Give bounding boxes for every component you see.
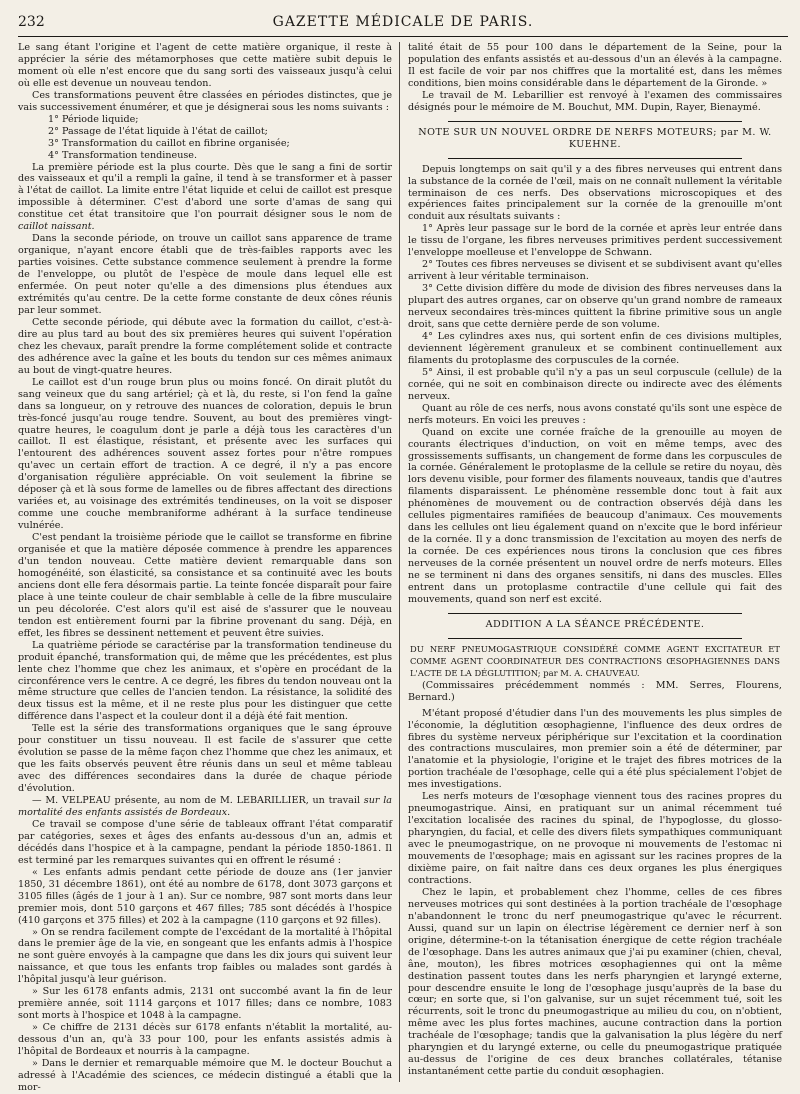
paragraph: Ce travail se compose d'une série de tableaux offrant l'état comparatif par catégories, sexes et âges des enfants au-dessous d'un an, admis et décédés dans l'hospice et à la campagne, pendant la période 1850-1861. Il est terminé par les remarques suivantes qui en offrent le résumé : xyxy=(18,818,392,866)
paragraph: 5° Ainsi, il est probable qu'il n'y a pas un seul corpuscule (cellule) de la cornée, qui ne soit en combinaison directe ou indirecte avec des éléments nerveux. xyxy=(408,366,782,402)
paragraph: Quant au rôle de ces nerfs, nous avons constaté qu'ils sont une espèce de nerfs moteurs. En voici les preuves : xyxy=(408,402,782,426)
paragraph xyxy=(18,162,392,234)
paragraph: talité était de 55 pour 100 dans le département de la Seine, pour la population des enfants assistés et au-dessous d'un an élevés à la campagne. Il est facile de voir par nos chiffres que la mortalité est, dans les mêmes conditions, bien moins considérable dans le département de la Gironde. » xyxy=(408,42,782,89)
paragraph: 1° Après leur passage sur le bord de la cornée et après leur entrée dans le tissu de l'organe, les fibres nerveuses primitives perdent successivement l'enveloppe moelleuse et l'enveloppe de Schwann. xyxy=(408,223,782,259)
paragraph: Depuis longtemps on sait qu'il y a des fibres nerveuses qui entrent dans la substance de la cornée de l'œil, mais on ne connaît nullement la véritable terminaison de ces nerfs. Des observations microscopiques et des expériences faites principalement sur la cornée de la grenouille m'ont conduit aux résultats suivants : xyxy=(408,163,782,223)
paragraph: Cette seconde période, qui débute avec la formation du caillot, c'est-à-dire au plus tard au bout des six premières heures qui suivent l'opération chez les chevaux, paraît prendre la forme complétement solide et contracte des adhérence avec la gaîne et les bouts du tendon sur ces mêmes animaux au bout de vingt-quatre heures. xyxy=(18,316,392,376)
paragraph: Chez le lapin, et probablement chez l'homme, celles de ces fibres nerveuses motrices qui sont destinées à la portion trachéale de l'œsophage n'abandonnent le tronc du nerf pneumogastrique qu'avec le récurrent. Aussi, quand sur un lapin on électrise légèrement ce dernier nerf à son origine, détermine-t-on la tétanisation énergique de cette région trachéale de l'œsophage. Dans les autres animaux que j'ai pu examiner (chien, cheval, âne, mouton), les fibres motrices œsophagiennes qui ont la même destination passent toutes dans les nerfs pharyngien et laryngé externe, pour descendre ensuite le long de l'œsophage jusqu'auprès de la base du cœur; en sorte que, si l'on galvanise, sur un sujet récemment tué, soit les récurrents, soit le tronc du pneumogastrique au milieu du cou, on n'obtient, même avec les plus fortes machines, aucune contraction dans la portion trachéale de l'œsophage; tandis que la galvanisation la plus légère du nerf pharyngien et du laryngé externe, ou celle du pneumogastrique pratiquée au-dessus de l'origine de ces deux branches collatérales, tétanise instantanément cette partie du conduit œsophagien. xyxy=(408,886,782,1078)
list-item: 2° Passage de l'état liquide à l'état de caillot; xyxy=(48,125,268,137)
right-column xyxy=(408,42,782,1084)
paragraph: 2° Toutes ces fibres nerveuses se divisent et se subdivisent avant qu'elles arrivent à leur véritable terminaison. xyxy=(408,259,782,283)
paragraph: Quand on excite une cornée fraîche de la grenouille au moyen de courants électriques d'induction, on voit en même temps, avec des grossissements suffisants, un changement de forme dans les corpuscules de la cornée. Généralement le protoplasme de la cellule se retire du noyau, dès lors devenu visible, pour former des filaments nouveaux, tandis que d'autres filaments disparaissent. Le phénomène ressemble donc tout à fait aux phénomènes de mouvement ou de contraction observés déjà dans les cellules pigmentaires ramifiées de beaucoup d'animaux. Ces mouvements dans les cellules ont lieu également quand on n'excite que le bord inférieur de la cornée. Il y a donc transmission de l'excitation au moyen des nerfs de la cornée. De ces expériences nous tirons la conclusion que ces fibres nerveuses de la cornée présentent un nouvel ordre de nerfs moteurs. Elles ne se terminent ni dans des organes sensitifs, ni dans des muscles. Elles entrent dans un protoplasme contractile d'une cellule qui fait des mouvements, quand son nerf est excité. xyxy=(408,426,782,605)
section-rule xyxy=(448,121,742,122)
paragraph-text: La première période est la plus courte. Dès que le sang a fini de sortir des vaisseaux et qu'il a rempli la gaîne, il tend à se transformer et à passer à l'état de caillot. La limite entre l'état liquide et celui de caillot est presque impossible à déterminer. C'est d'abord une sorte d'amas de sang qui constitue cet état transitoire que l'on pourrait désigner sous le nom de xyxy=(18,161,392,221)
list-item: 4° Transformation tendineuse. xyxy=(48,149,198,161)
column-divider xyxy=(399,42,400,1082)
list-item: 1° Période liquide; xyxy=(48,113,139,125)
article-subtitle: DU NERF PNEUMOGASTRIQUE CONSIDÉRÉ COMME AGENT EXCITATEUR ET COMME AGENT COORDINATEUR DES CONTRACTIONS ŒSOPHAGIENNES DANS L'ACTE DE LA DÉGLUTITION; par M. A. CHAUVEAU. xyxy=(410,643,780,678)
commissaires-note: (Commissaires précédemment nommés : MM. Serres, Flourens, Bernard.) xyxy=(408,679,782,703)
left-column xyxy=(18,42,392,1093)
paragraph: Telle est la série des transformations organiques que le sang éprouve pour constituer un tissu nouveau. Il est facile de s'assurer que cette évolution se passe de la même façon chez l'homme que chez les animaux, et que les faits observés peuvent être réunis dans un seul et même tableau avec des différences secondaires dans la durée de chaque période d'évolution. xyxy=(18,723,392,795)
section-rule xyxy=(448,613,742,614)
paragraph: Le travail de M. Lebarillier est renvoyé à l'examen des commissaires désignés pour le mémoire de M. Bouchut, MM. Dupin, Rayer, Bienaymé. xyxy=(408,89,782,113)
paragraph: Le sang étant l'origine et l'agent de cette matière organique, il reste à apprécier la série des métamorphoses que cette matière subit depuis le moment où elle n'est encore que du sang sorti des vaisseaux jusqu'à celui où elle est devenue un nouveau tendon. xyxy=(18,42,392,89)
paragraph: C'est pendant la troisième période que le caillot se transforme en fibrine organisée et que la matière déposée commence à prendre les apparences d'un tendon nouveau. Cette matière devient remarquable dans son homogénéité, son élasticité, sa consistance et sa continuité avec les bouts anciens dont elle fera désormais partie. La teinte foncée disparaît pour faire place à une teinte couleur de chair semblable à celle de la fibre musculaire un peu décolorée. C'est alors qu'il est aisé de s'assurer que le nouveau tendon est entièrement fourni par la fibrine provenant du sang. Déjà, en effet, les fibres se dessinent nettement et peuvent être suivies. xyxy=(18,532,392,639)
italic-term: caillot naissant. xyxy=(18,221,95,233)
paragraph: » Sur les 6178 enfants admis, 2131 ont succombé avant la fin de leur première année, soit 1114 garçons et 1017 filles; dans ce nombre, 1083 sont morts à l'hospice et 1048 à la campagne. xyxy=(18,986,392,1022)
paragraph: » On se rendra facilement compte de l'excédant de la mortalité à l'hôpital dans le premier âge de la vie, en songeant que les enfants admis à l'hospice ne sont guère envoyés à la campagne que dans les dix jours qui suivent leur naissance, et que tous les enfants trop faibles ou malades sont gardés à l'hôpital jusqu'à leur guérison. xyxy=(18,926,392,986)
page-number: 232 xyxy=(18,14,45,30)
paragraph: » Ce chiffre de 2131 décès sur 6178 enfants n'établit la mortalité, au-dessous d'un an, qu'à 33 pour 100, pour les enfants assistés admis à l'hôpital de Bordeaux et nourris à la campagne. xyxy=(18,1022,392,1058)
paragraph: 3° Cette division diffère du mode de division des fibres nerveuses dans la plupart des autres organes, car on observe qu'un grand nombre de rameaux nerveux secondaires très-minces quittent la fibrine primitive sous un angle droit, sans que cette dernière perde de son volume. xyxy=(408,283,782,331)
section-rule xyxy=(448,158,742,159)
addition-title: ADDITION A LA SÉANCE PRÉCÉDENTE. xyxy=(485,618,705,630)
paragraph: 4° Les cylindres axes nus, qui sortent enfin de ces divisions multiples, deviennent légèrement granuleux et se combinent continuellement aux filaments du protoplasme des corpuscules de la cornée. xyxy=(408,330,782,366)
paragraph: Le caillot est d'un rouge brun plus ou moins foncé. On dirait plutôt du sang veineux que du sang artériel; çà et là, du reste, si l'on fend la gaîne dans sa longueur, on y retrouve des nuances de coloration, depuis le brun très-foncé jusqu'au rouge tendre. Souvent, au bout des premières vingt-quatre heures, le coagulum dont je parle a déjà tous les caractères d'un caillot. Il est élastique, résistant, et présente avec les surfaces qui l'entourent des adhérences souvent assez fortes pour n'être rompues qu'avec un certain effort de traction. A ce degré, il n'y a pas encore d'organisation régulière appréciable. On voit seulement la fibrine se déposer çà et là sous forme de lamelles ou de fibres affectant des directions variées et, au voisinage des extrémités tendineuses, on la voit se disposer comme une couche membraniforme adhérant à la surface tendineuse vulnérée. xyxy=(18,376,392,532)
list-item: 3° Transformation du caillot en fibrine organisée; xyxy=(48,137,290,149)
note-title: NOTE SUR UN NOUVEL ORDRE DE NERFS MOTEURS; par M. W. KUEHNE. xyxy=(418,126,772,150)
paragraph: Ces transformations peuvent être classées en périodes distinctes, que je vais successivement énumérer, et que je désignerai sous les noms suivants : xyxy=(18,89,392,113)
paragraph xyxy=(18,795,392,819)
paragraph: » Dans le dernier et remarquable mémoire que M. le docteur Bouchut a adressé à l'Académie des sciences, ce médecin distingué a établi que la mor- xyxy=(18,1058,392,1093)
page-header xyxy=(18,8,788,37)
paragraph: Les nerfs moteurs de l'œsophage viennent tous des racines propres du pneumogastrique. Ainsi, en pratiquant sur un animal récemment tué l'excitation localisée des racines du spinal, de l'hypoglosse, du glosso-pharyngien, du facial, et celle des divers filets sympathiques communiquant avec le pneumogastrique, on ne provoque ni mouvements de l'estomac ni mouvements de l'œsophage; mais en agissant sur les racines propres de la dixième paire, on fait naître dans ces deux organes les plus énergiques contractions. xyxy=(408,791,782,886)
italic-title: sur la mortalité des enfants assistés de Bordeaux. xyxy=(18,795,392,818)
paragraph: La quatrième période se caractérise par la transformation tendineuse du produit épanché, transformation qui, de même que les précédentes, est plus lente chez l'homme que chez les animaux, et s'opère en procédant de la circonférence vers le centre. A ce degré, les fibres du tendon nouveau ont la même structure que celles de l'ancien tendon. La résistance, la solidité des deux tissus est la même, et il ne reste plus pour les distinguer que cette différence dans l'aspect et la couleur dont il a déjà été fait mention. xyxy=(18,639,392,723)
paragraph: « Les enfants admis pendant cette période de douze ans (1er janvier 1850, 31 décembre 1861), ont été au nombre de 6178, dont 3073 garçons et 3105 filles (âgés de 1 jour à 1 an). Sur ce nombre, 987 sont morts dans leur premier mois, dont 510 garçons et 467 filles; 785 sont décédés à l'hospice (410 garçons et 375 filles) et 202 à la campagne (110 garçons et 92 filles). xyxy=(18,866,392,926)
section-rule xyxy=(448,638,742,639)
paragraph-text: — M. VELPEAU présente, au nom de M. LEBARILLIER, un travail xyxy=(32,795,361,807)
paragraph: M'étant proposé d'étudier dans l'un des mouvements les plus simples de l'économie, la déglutition œsophagienne, l'influence des deux ordres de fibres du système nerveux périphérique sur l'excitation et la coordination des contractions musculaires, mon premier soin a été de déterminer, par l'anatomie et la physiologie, l'origine et le trajet des fibres motrices de la portion trachéale de l'œsophage, celle qui a été plus spécialement l'objet de mes investigations. xyxy=(408,707,782,791)
paragraph: Dans la seconde période, on trouve un caillot sans apparence de trame organique, n'ayant encore établi que de très-faibles rapports avec les parties voisines. Cette substance commence seulement à prendre la forme de l'enveloppe, ou plutôt de l'espèce de moule dans lequel elle est enfermée. On peut noter qu'elle a des dimensions plus étendues aux extrémités qu'au centre. De la cette forme constante de deux cônes réunis par leur sommet. xyxy=(18,233,392,316)
journal-title: GAZETTE MÉDICALE DE PARIS. xyxy=(272,14,534,30)
